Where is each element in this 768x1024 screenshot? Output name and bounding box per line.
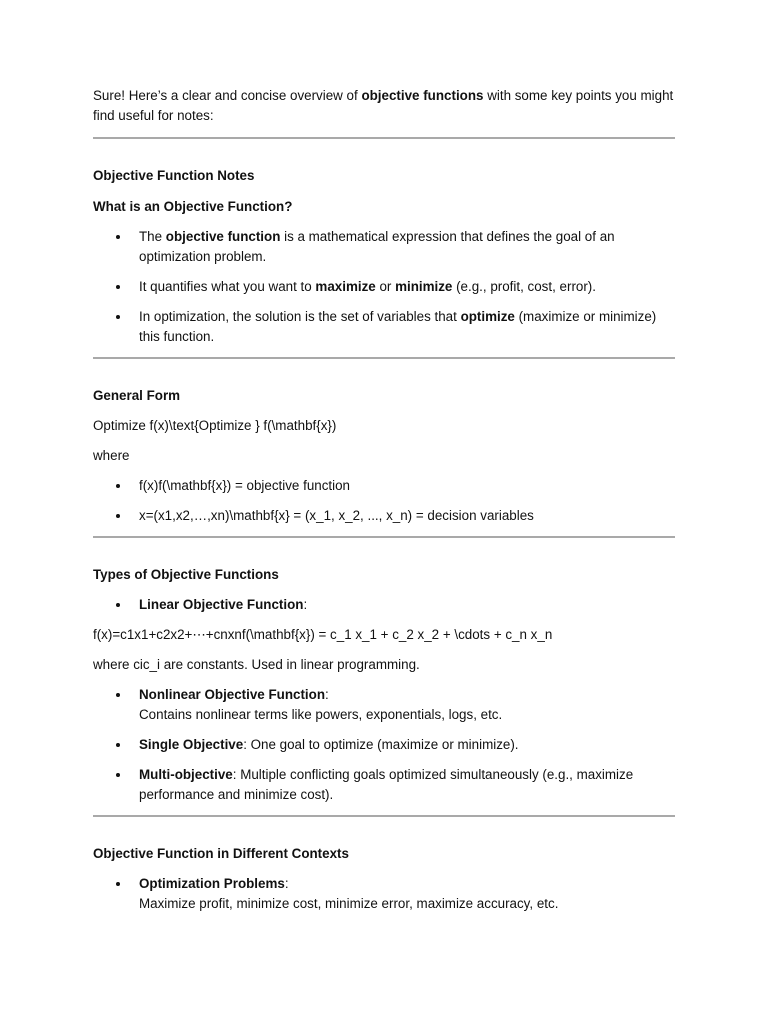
divider — [93, 137, 675, 139]
section-title-notes: Objective Function Notes — [93, 168, 255, 183]
bullet-list-contexts — [93, 874, 675, 914]
divider — [93, 357, 675, 359]
list-item-bold: Single Objective — [139, 737, 244, 752]
general-form-formula: Optimize f(x)\text{Optimize } f(\mathbf{x}) — [93, 418, 337, 433]
section-title-contexts: Objective Function in Different Contexts — [93, 846, 349, 861]
intro-paragraph — [93, 86, 675, 126]
list-item-text: : — [303, 597, 308, 612]
bullet-list-general-form — [93, 476, 675, 526]
list-item-bold: Linear Objective Function — [139, 597, 304, 612]
general-form-where: where — [93, 448, 130, 463]
section-title-types: Types of Objective Functions — [93, 567, 279, 582]
list-item-bold: Nonlinear Objective Function — [139, 687, 326, 702]
list-item-bold: maximize — [315, 279, 376, 294]
list-item — [93, 874, 675, 914]
subsection-title-what-is: What is an Objective Function? — [93, 199, 293, 214]
list-item-bold: objective function — [165, 229, 281, 244]
list-item-text: : — [284, 876, 289, 891]
list-item — [93, 685, 675, 725]
list-item-bold: optimize — [460, 309, 515, 324]
list-item-text: Maximize profit, minimize cost, minimize error, maximize accuracy, etc. — [139, 896, 559, 911]
list-item-text: The — [139, 229, 166, 244]
list-item — [93, 277, 675, 297]
bullet-list-linear — [93, 595, 675, 615]
list-item-text: or — [375, 279, 396, 294]
list-item — [93, 735, 675, 755]
list-item-text: : — [325, 687, 329, 702]
list-item-text: In optimization, the solution is the set of variables that — [139, 309, 461, 324]
divider — [93, 536, 675, 538]
intro-bold: objective functions — [361, 88, 484, 103]
linear-formula: f(x)=c1x1+c2x2+⋯+cnxnf(\mathbf{x}) = c_1 x_1 + c_2 x_2 + \cdots + c_n x_n — [93, 627, 553, 642]
list-item-text: (e.g., profit, cost, error). — [452, 279, 596, 294]
list-item-text: (maximize or minimize) this function. — [139, 309, 657, 344]
list-item-text: It quantifies what you want to — [139, 279, 316, 294]
list-item-text: is a mathematical expression that defines the goal of an optimization problem. — [139, 229, 615, 264]
list-item-bold: Optimization Problems — [139, 876, 285, 891]
list-item-bold: minimize — [395, 279, 453, 294]
list-item — [93, 227, 675, 267]
list-item-text: : One goal to optimize (maximize or minimize). — [243, 737, 519, 752]
list-item — [93, 765, 675, 805]
list-item-text: Contains nonlinear terms like powers, exponentials, logs, etc. — [139, 707, 503, 722]
list-item: f(x)f(\mathbf{x}) = objective function — [93, 476, 675, 496]
linear-where: where cic_i are constants. Used in linear programming. — [93, 657, 420, 672]
intro-text-end: with some key points you might find useful for notes: — [93, 88, 674, 123]
document-content — [93, 86, 675, 924]
divider — [93, 815, 675, 817]
list-item — [93, 595, 675, 615]
section-title-general-form: General Form — [93, 388, 181, 403]
bullet-list-types — [93, 685, 675, 805]
list-item — [93, 307, 675, 347]
list-item-bold: Multi-objective — [139, 767, 233, 782]
list-item: x=(x1,x2,…,xn)\mathbf{x} = (x_1, x_2, ..., x_n) = decision variables — [93, 506, 675, 526]
intro-text: Sure! Here’s a clear and concise overview of — [93, 88, 362, 103]
list-item-text: : Multiple conflicting goals optimized simultaneously (e.g., maximize performance and minimize cost). — [139, 767, 634, 802]
bullet-list-definition — [93, 227, 675, 347]
